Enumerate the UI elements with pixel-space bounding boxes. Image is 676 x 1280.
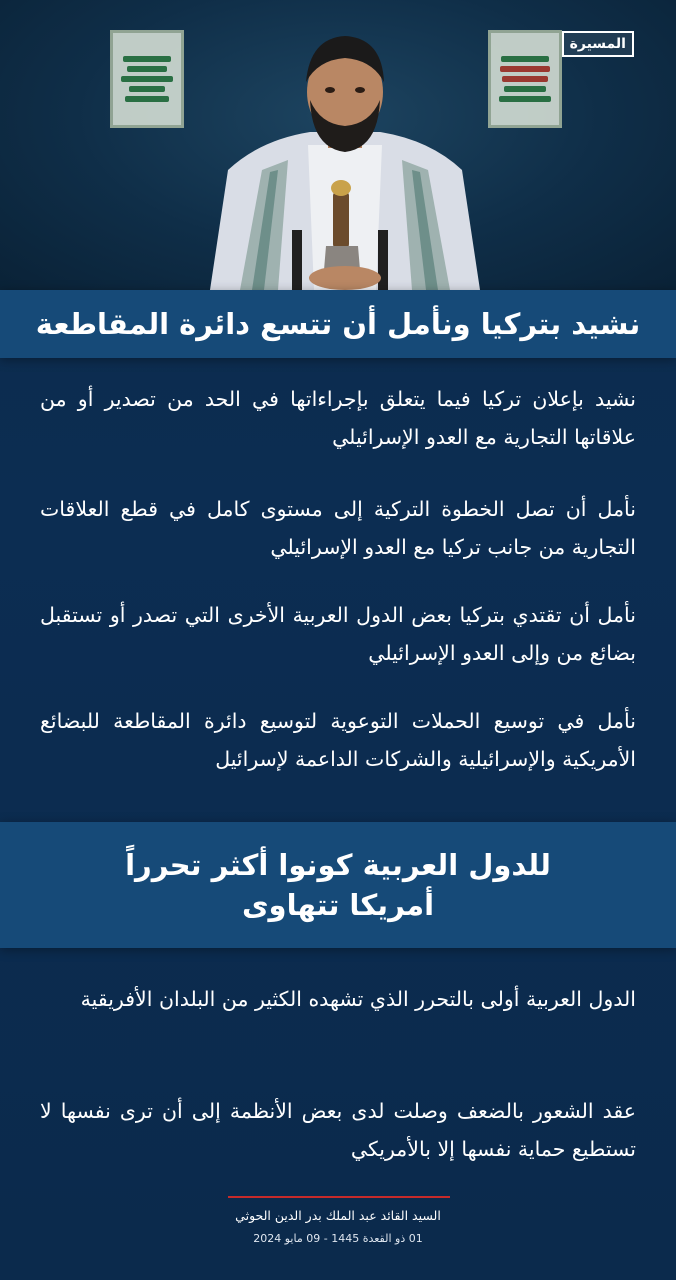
section2-paragraph-1: الدول العربية أولى بالتحرر الذي تشهده الكثير من البلدان الأفريقية [80, 987, 636, 1011]
section2-paragraph-2: عقد الشعور بالضعف وصلت لدى بعض الأنظمة إلى أن ترى نفسها لا تستطيع حماية نفسها إلا بالأمريكي [40, 1099, 636, 1161]
section1-paragraph-3: نأمل أن تقتدي بتركيا بعض الدول العربية الأخرى التي تصدر أو تستقبل بضائع من وإلى العدو الإسرائيلي [40, 603, 636, 665]
section2-title-band [0, 822, 676, 948]
section1-title: نشيد بتركيا ونأمل أن تتسع دائرة المقاطعة [35, 307, 641, 341]
section2-title-line2: أمريكا تتهاوى [241, 888, 435, 922]
wall-banner-right [488, 30, 562, 128]
footer-separator [228, 1196, 450, 1198]
channel-logo: المسيرة [562, 31, 634, 57]
wall-banner-left [110, 30, 184, 128]
section1-title-band [0, 290, 676, 358]
speaker-name: السيد القائد عبد الملك بدر الدين الحوثي [235, 1208, 441, 1223]
section1-paragraph-1: نشيد بإعلان تركيا فيما يتعلق بإجراءاتها في الحد من تصدير أو من علاقاتها التجارية مع العدو الإسرائيلي [40, 387, 636, 449]
section1-paragraph-4: نأمل في توسيع الحملات التوعوية لتوسيع دائرة المقاطعة للبضائع الأمريكية والإسرائيلية والشركات الداعمة لإسرائيل [40, 709, 636, 771]
section1-paragraph-2: نأمل أن تصل الخطوة التركية إلى مستوى كامل في قطع العلاقات التجارية من جانب تركيا مع العدو الإسرائيلي [40, 497, 636, 559]
header-photo [0, 0, 676, 290]
speaker-portrait [200, 20, 490, 290]
speech-date: 01 ذو القعدة 1445 - 09 مايو 2024 [253, 1232, 423, 1245]
section2-title-line1: للدول العربية كونوا أكثر تحرراً [125, 848, 551, 882]
